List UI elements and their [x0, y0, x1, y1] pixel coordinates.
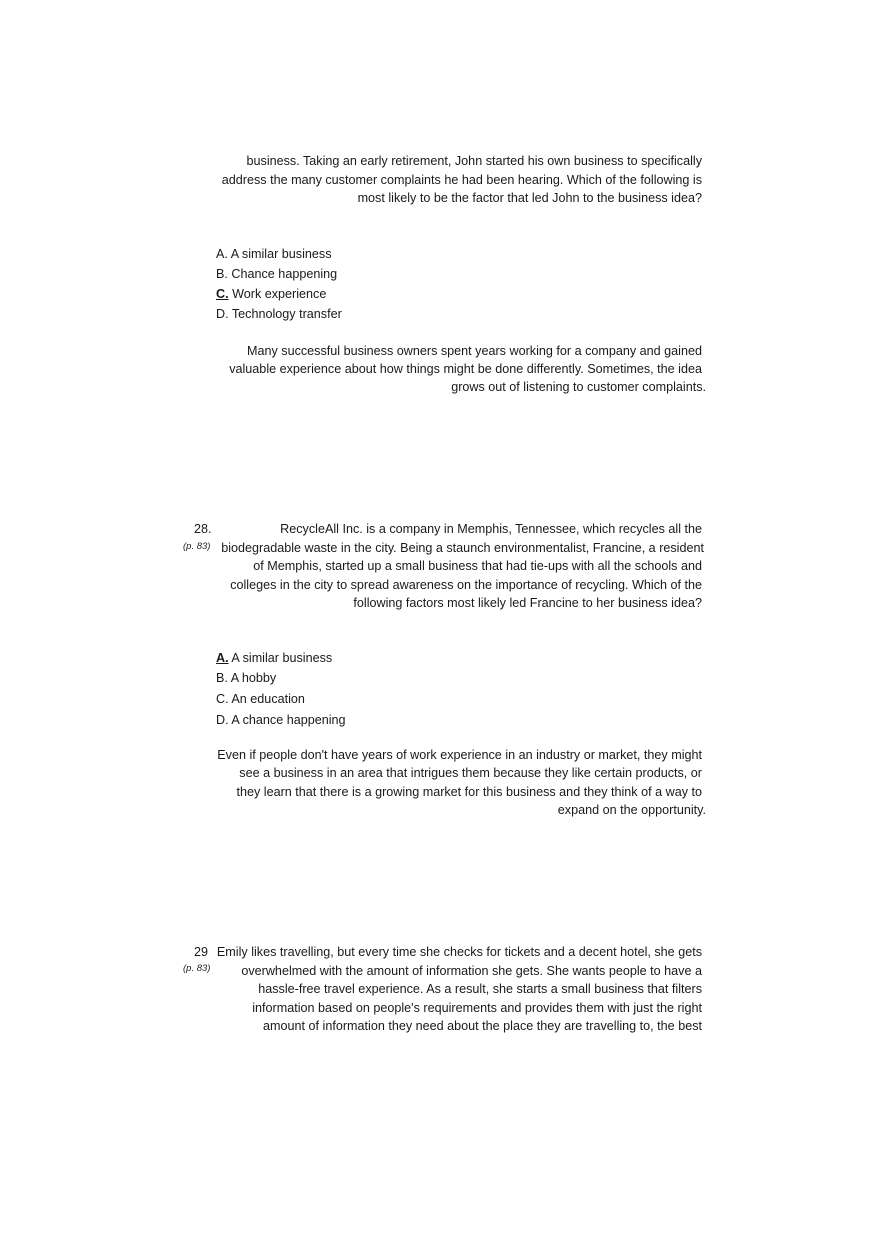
q29-number: 29 — [194, 945, 209, 959]
q27-choice-a — [216, 245, 332, 263]
q27-choice-d-text: Technology transfer — [228, 307, 342, 321]
q28-choice-a-letter-correct: A. — [216, 651, 229, 665]
q29-stem-line-4: information based on people's requirements and provides them with just the right — [252, 1001, 702, 1015]
q27-choice-a-letter: A. — [216, 247, 228, 261]
q27-stem-line-3: most likely to be the factor that led John to the business idea? — [357, 191, 702, 205]
q28-choice-b-letter: B. — [216, 671, 228, 685]
q27-explanation-line-2: valuable experience about how things might be done differently. Sometimes, the idea — [229, 362, 702, 376]
q28-stem-line-2: biodegradable waste in the city. Being a staunch environmentalist, Francine, a resident — [221, 541, 704, 555]
q28-choice-b-text: A hobby — [227, 671, 277, 685]
q27-choice-a-text: A similar business — [227, 247, 332, 261]
q29-stem-line-3: hassle-free travel experience. As a result, she starts a small business that filters — [258, 982, 702, 996]
q28-choice-d-letter: D. — [216, 713, 229, 727]
q27-stem-line-2: address the many customer complaints he had been hearing. Which of the following is — [221, 173, 702, 187]
q29-stem-line-2: overwhelmed with the amount of information she gets. She wants people to have a — [241, 964, 702, 978]
q29-stem-line-1: Emily likes travelling, but every time she checks for tickets and a decent hotel, she gets — [216, 945, 702, 959]
q29-page-reference: (p. 83) — [183, 963, 211, 974]
q28-stem-line-1: RecycleAll Inc. is a company in Memphis, Tennessee, which recycles all the — [280, 522, 702, 536]
q27-choice-c-letter-correct: C. — [216, 287, 229, 301]
q28-stem-line-3: of Memphis, started up a small business that had tie-ups with all the schools and — [253, 559, 702, 573]
q27-explanation-line-3: grows out of listening to customer complaints. — [451, 380, 706, 394]
q27-stem-line-1: business. Taking an early retirement, John started his own business to specifically — [246, 154, 702, 168]
q28-choice-b — [216, 669, 276, 687]
q28-explanation-line-1: Even if people don't have years of work experience in an industry or market, they might — [217, 748, 702, 762]
q27-choice-b-text: Chance happening — [227, 267, 338, 281]
q28-choice-c-letter: C. — [216, 692, 229, 706]
q28-choice-a — [216, 649, 332, 667]
q27-explanation-line-1: Many successful business owners spent years working for a company and gained — [246, 344, 702, 358]
q28-explanation-line-2: see a business in an area that intrigues them because they like certain products, or — [239, 766, 702, 780]
q28-page-reference: (p. 83) — [183, 541, 211, 552]
q28-choice-d — [216, 711, 346, 729]
q28-number: 28. — [194, 522, 212, 536]
q28-choice-c-text: An education — [228, 692, 305, 706]
q27-choice-d-letter: D. — [216, 307, 229, 321]
q27-choice-d — [216, 305, 342, 323]
q27-choice-c — [216, 285, 326, 303]
q29-stem-line-5: amount of information they need about the place they are travelling to, the best — [263, 1019, 702, 1033]
q28-explanation-line-3: they learn that there is a growing market for this business and they think of a way to — [236, 785, 702, 799]
q28-choice-a-text: A similar business — [228, 651, 333, 665]
q28-choice-d-text: A chance happening — [228, 713, 346, 727]
q28-stem-line-5: following factors most likely led Francine to her business idea? — [353, 596, 702, 610]
q28-explanation-line-4: expand on the opportunity. — [557, 803, 706, 817]
q27-choice-b — [216, 265, 337, 283]
q27-choice-c-text: Work experience — [228, 287, 327, 301]
q28-choice-c — [216, 690, 305, 708]
q28-stem-line-4: colleges in the city to spread awareness on the importance of recycling. Which of the — [230, 578, 702, 592]
q27-choice-b-letter: B. — [216, 267, 228, 281]
